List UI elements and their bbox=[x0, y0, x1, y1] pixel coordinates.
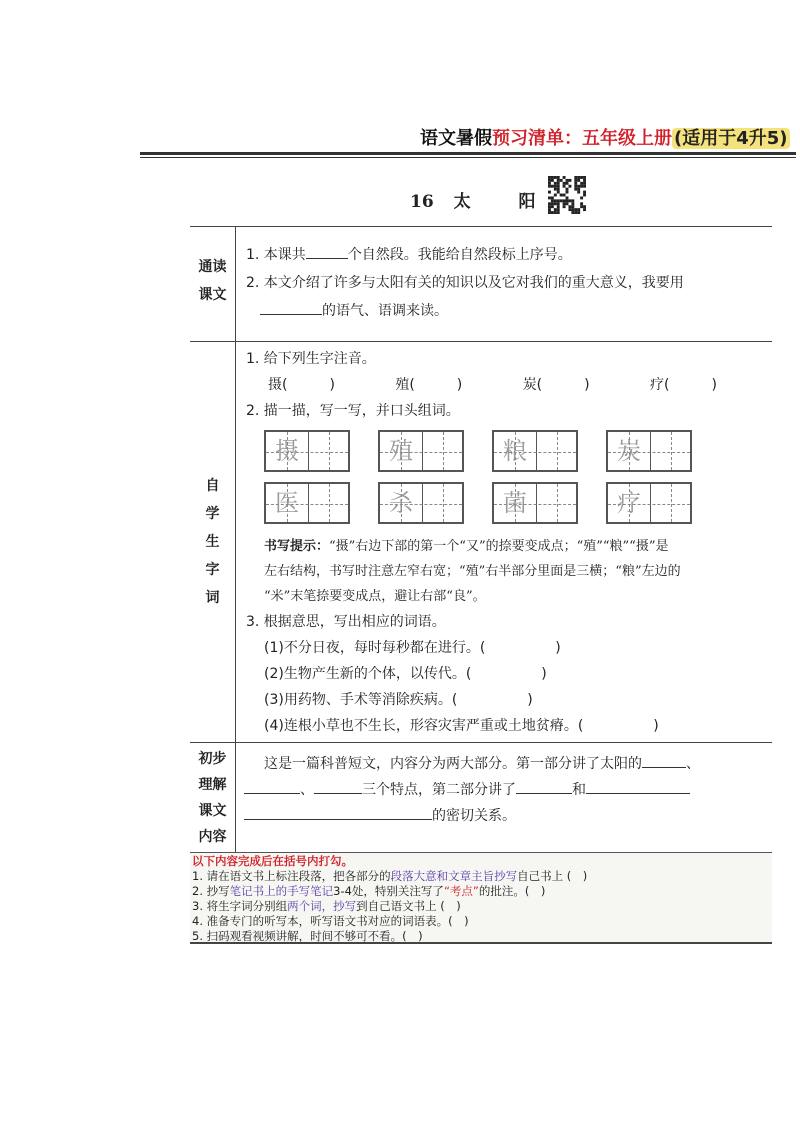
trace-char: 菌 bbox=[503, 489, 527, 517]
tip-line: 左右结构，书写时注意左窄右宽；“殖”右半部分里面是三横；“粮”左边的 bbox=[264, 564, 681, 579]
item-text: 到自己语文书上 ( ) bbox=[356, 899, 461, 913]
checklist-item-5[interactable]: 5. 扫码观看视频讲解，时间不够可不看。( ) bbox=[192, 929, 423, 943]
words-q3: 3. 根据意思，写出相应的词语。 bbox=[246, 614, 446, 630]
item-highlight: 段落大意和文章主旨抄写 bbox=[390, 869, 518, 883]
section-understand bbox=[190, 742, 772, 853]
label-words-char: 词 bbox=[205, 590, 220, 606]
answer-blank[interactable] bbox=[306, 244, 348, 259]
read-q2-b: 的语气、语调来读。 bbox=[322, 303, 448, 319]
tracing-box[interactable] bbox=[378, 482, 464, 524]
tracing-grid-row-1 bbox=[264, 430, 772, 472]
item-text: 3-4处，特别关注写了 bbox=[333, 884, 444, 898]
section-read bbox=[190, 226, 772, 341]
tip-line: “摄”右边下部的第一个“又”的捺要变成点；“殖”“粮”“摄”是 bbox=[329, 539, 669, 554]
worksheet-table bbox=[190, 226, 772, 853]
checklist-item-3[interactable] bbox=[192, 899, 772, 914]
writing-tip bbox=[246, 534, 772, 609]
qr-code-icon[interactable] bbox=[548, 176, 586, 214]
lesson-title-a: 太 bbox=[453, 192, 471, 212]
summary-sep: 、 bbox=[300, 782, 314, 798]
q3-item[interactable]: (3)用药物、手术等消除疾病。( ) bbox=[264, 692, 533, 708]
label-understand: 内容 bbox=[198, 829, 227, 845]
item-red: “考点” bbox=[443, 884, 479, 898]
header-red-title: 预习清单：五年级上册 bbox=[492, 128, 672, 149]
q3-item[interactable]: (1)不分日夜，每时每秒都在进行。( ) bbox=[264, 640, 561, 656]
read-q1-b: 个自然段。我能给自然段标上序号。 bbox=[347, 247, 572, 263]
item-text: 2. 抄写 bbox=[192, 884, 230, 898]
tracing-box[interactable] bbox=[264, 482, 350, 524]
label-read-2: 课文 bbox=[198, 287, 227, 303]
tracing-box[interactable] bbox=[606, 430, 692, 472]
answer-blank[interactable] bbox=[586, 779, 690, 794]
section-words bbox=[190, 341, 772, 742]
checklist-item-1[interactable] bbox=[192, 869, 772, 884]
read-q2-line2 bbox=[246, 297, 772, 325]
lesson-number: 16 bbox=[410, 192, 434, 212]
label-words-char: 自 bbox=[205, 478, 220, 494]
label-words-char: 学 bbox=[205, 506, 220, 522]
tip-line: “米”末笔捺要变成点，避让右部“良”。 bbox=[264, 589, 486, 604]
tracing-grid-row-2 bbox=[264, 482, 772, 524]
header-rule-thick bbox=[140, 152, 796, 155]
header-title bbox=[420, 124, 790, 150]
answer-blank[interactable] bbox=[516, 779, 572, 794]
summary-text: 三个特点，第二部分讲了 bbox=[362, 782, 516, 798]
summary-line-1 bbox=[264, 751, 762, 777]
trace-char: 殖 bbox=[389, 437, 413, 465]
tracing-box[interactable] bbox=[606, 482, 692, 524]
pinyin-item[interactable]: 殖( ) bbox=[395, 377, 463, 393]
summary-sep: 、 bbox=[686, 756, 700, 772]
answer-blank[interactable] bbox=[314, 779, 362, 794]
header-prefix: 语文暑假 bbox=[420, 128, 492, 149]
label-understand: 初步 bbox=[198, 751, 227, 767]
tracing-box[interactable] bbox=[264, 430, 350, 472]
summary-text: 的密切关系。 bbox=[432, 808, 516, 824]
tracing-box[interactable] bbox=[492, 482, 578, 524]
item-text: 自己书上 ( ) bbox=[517, 869, 588, 883]
checklist-item-4[interactable]: 4. 准备专门的听写本，听写语文书对应的词语表。( ) bbox=[192, 914, 469, 928]
item-text: 3. 将生字词分别组 bbox=[192, 899, 288, 913]
label-understand: 课文 bbox=[198, 803, 227, 819]
trace-char: 摄 bbox=[275, 437, 299, 465]
answer-blank[interactable] bbox=[244, 779, 300, 794]
summary-line-3 bbox=[244, 803, 762, 829]
answer-blank[interactable] bbox=[642, 753, 686, 768]
summary-text: 这是一篇科普短文，内容分为两大部分。第一部分讲了太阳的 bbox=[264, 756, 642, 772]
trace-char: 医 bbox=[275, 489, 299, 517]
checklist-head: 以下内容完成后在括号内打勾。 bbox=[192, 854, 353, 868]
section-label-read bbox=[190, 227, 236, 341]
label-words-char: 字 bbox=[205, 562, 220, 578]
label-read-1: 通读 bbox=[198, 259, 227, 275]
trace-char: 炭 bbox=[617, 437, 641, 465]
tip-label: 书写提示： bbox=[264, 539, 330, 554]
item-text: 1. 请在语文书上标注段落，把各部分的 bbox=[192, 869, 391, 883]
item-highlight: 笔记书上的手写笔记 bbox=[229, 884, 334, 898]
read-q1 bbox=[246, 241, 772, 269]
section-label-words bbox=[190, 342, 236, 742]
section-label-understand bbox=[190, 743, 236, 853]
trace-char: 杀 bbox=[389, 489, 413, 517]
item-highlight: 两个词，抄写 bbox=[287, 899, 357, 913]
tracing-box[interactable] bbox=[378, 430, 464, 472]
pinyin-item[interactable]: 摄( ) bbox=[268, 377, 335, 393]
words-q2: 2. 描一描，写一写，并口头组词。 bbox=[246, 403, 460, 419]
label-understand: 理解 bbox=[198, 777, 227, 793]
header-badge: (适用于4升5) bbox=[674, 128, 788, 149]
checklist-panel bbox=[190, 852, 772, 944]
trace-char: 疗 bbox=[617, 489, 641, 517]
label-words-char: 生 bbox=[205, 534, 220, 550]
read-q2-a: 2. 本文介绍了许多与太阳有关的知识以及它对我们的重大意义，我要用 bbox=[246, 275, 684, 291]
q3-item[interactable]: (4)连根小草也不生长，形容灾害严重或土地贫瘠。( ) bbox=[264, 718, 659, 734]
read-q2 bbox=[246, 269, 772, 297]
q3-item[interactable]: (2)生物产生新的个体，以传代。( ) bbox=[264, 666, 547, 682]
pinyin-item[interactable]: 炭( ) bbox=[522, 377, 590, 393]
lesson-title bbox=[410, 187, 536, 212]
header-rule-thin bbox=[140, 157, 796, 158]
pinyin-item[interactable]: 疗( ) bbox=[650, 377, 717, 393]
answer-blank[interactable] bbox=[260, 300, 322, 315]
tracing-box[interactable] bbox=[492, 430, 578, 472]
lesson-title-b: 阳 bbox=[518, 192, 536, 212]
pinyin-row bbox=[246, 372, 772, 398]
summary-text: 和 bbox=[572, 782, 586, 798]
trace-char: 粮 bbox=[503, 437, 527, 465]
item-text: 的批注。( ) bbox=[478, 884, 546, 898]
words-q1: 1. 给下列生字注音。 bbox=[246, 351, 376, 367]
summary-line-2 bbox=[244, 777, 762, 803]
read-q1-a: 1. 本课共 bbox=[246, 247, 306, 263]
answer-blank[interactable] bbox=[244, 805, 432, 820]
checklist-item-2[interactable] bbox=[192, 884, 772, 899]
